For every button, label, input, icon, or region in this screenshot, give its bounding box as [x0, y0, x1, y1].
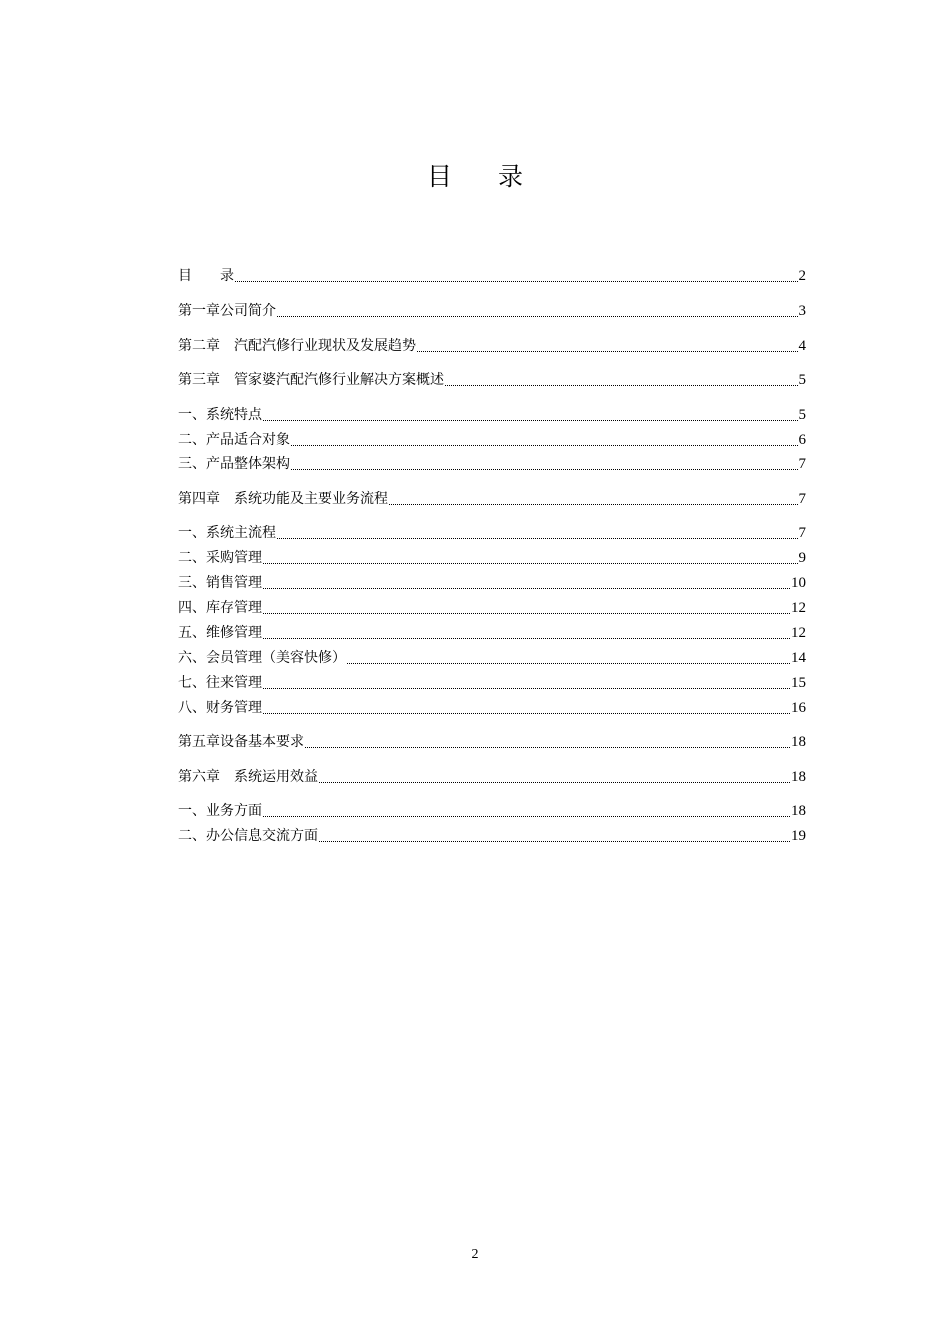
toc-entry-section[interactable]	[178, 671, 806, 693]
toc-entry-section[interactable]	[178, 452, 806, 474]
toc-entry-label: 第二章 汽配汽修行业现状及发展趋势	[178, 338, 416, 354]
toc-entry-page: 7	[798, 456, 806, 472]
toc-entry-page: 19	[791, 828, 806, 844]
title-char-2: 录	[498, 162, 524, 191]
page-title	[0, 160, 950, 194]
title-char-1: 目	[426, 162, 452, 191]
dot-leader	[277, 316, 798, 317]
toc-entry-label: 一、系统特点	[178, 407, 262, 423]
toc-entry-label: 一、系统主流程	[178, 525, 276, 541]
toc-entry-page: 6	[798, 432, 806, 448]
toc-entry-chapter-6[interactable]	[178, 765, 806, 787]
toc-entry-label: 第四章 系统功能及主要业务流程	[178, 491, 388, 507]
dot-leader	[263, 563, 798, 564]
toc-entry-label: 第五章设备基本要求	[178, 734, 304, 750]
toc-entry-section[interactable]	[178, 824, 806, 846]
toc-entry-page: 2	[798, 268, 806, 284]
toc-entry-section[interactable]	[178, 521, 806, 543]
dot-leader	[305, 747, 790, 748]
toc-entry-page: 12	[791, 625, 806, 641]
toc-entry-page: 10	[791, 575, 806, 591]
dot-leader	[445, 385, 798, 386]
toc-entry-page: 5	[798, 372, 806, 388]
toc-entry-page: 15	[791, 675, 806, 691]
dot-leader	[319, 841, 790, 842]
dot-leader	[263, 816, 790, 817]
toc-entry-label: 一、业务方面	[178, 803, 262, 819]
toc-entry-page: 7	[798, 491, 806, 507]
toc-entry-label: 六、会员管理（美容快修）	[178, 650, 346, 666]
dot-leader	[263, 420, 798, 421]
dot-leader	[263, 688, 790, 689]
toc-entry-page: 14	[791, 650, 806, 666]
toc-entry-label: 八、财务管理	[178, 700, 262, 716]
toc-entry-section[interactable]	[178, 546, 806, 568]
dot-leader	[389, 504, 798, 505]
toc-entry-contents[interactable]	[178, 264, 806, 286]
toc-entry-chapter-2[interactable]	[178, 334, 806, 356]
toc-entry-label: 二、产品适合对象	[178, 432, 290, 448]
toc-entry-label: 第六章 系统运用效益	[178, 769, 318, 785]
toc-entry-page: 18	[791, 769, 806, 785]
dot-leader	[291, 445, 798, 446]
toc-entry-page: 9	[798, 550, 806, 566]
dot-leader	[291, 469, 798, 470]
dot-leader	[263, 713, 790, 714]
toc-entry-section[interactable]	[178, 621, 806, 643]
toc-entry-label: 七、往来管理	[178, 675, 262, 691]
toc-entry-label: 三、产品整体架构	[178, 456, 290, 472]
toc-entry-section[interactable]	[178, 403, 806, 425]
toc-entry-page: 16	[791, 700, 806, 716]
toc-entry-section[interactable]	[178, 428, 806, 450]
toc-entry-section[interactable]	[178, 799, 806, 821]
toc-entry-chapter-5[interactable]	[178, 730, 806, 752]
toc-entry-section[interactable]	[178, 571, 806, 593]
toc-entry-label: 目 录	[178, 268, 234, 284]
dot-leader	[277, 538, 798, 539]
dot-leader	[347, 663, 790, 664]
dot-leader	[319, 782, 790, 783]
dot-leader	[263, 638, 790, 639]
toc-entry-label: 第三章 管家婆汽配汽修行业解决方案概述	[178, 372, 444, 388]
toc-entry-label: 五、维修管理	[178, 625, 262, 641]
toc-entry-label: 第一章公司简介	[178, 303, 276, 319]
toc-entry-chapter-1[interactable]	[178, 299, 806, 321]
toc-entry-page: 12	[791, 600, 806, 616]
toc-entry-label: 四、库存管理	[178, 600, 262, 616]
toc-entry-section[interactable]	[178, 646, 806, 668]
toc-entry-chapter-3[interactable]	[178, 368, 806, 390]
toc-entry-page: 18	[791, 803, 806, 819]
toc-entry-page: 18	[791, 734, 806, 750]
toc-entry-page: 5	[798, 407, 806, 423]
dot-leader	[417, 351, 798, 352]
toc-entry-section[interactable]	[178, 596, 806, 618]
toc-entry-chapter-4[interactable]	[178, 487, 806, 509]
page-number: 2	[471, 1247, 479, 1262]
toc-entry-section[interactable]	[178, 696, 806, 718]
dot-leader	[235, 281, 798, 282]
toc-entry-label: 三、销售管理	[178, 575, 262, 591]
toc-entry-page: 4	[798, 338, 806, 354]
toc-entry-label: 二、办公信息交流方面	[178, 828, 318, 844]
dot-leader	[263, 588, 790, 589]
toc-entry-label: 二、采购管理	[178, 550, 262, 566]
toc-entry-page: 3	[798, 303, 806, 319]
dot-leader	[263, 613, 790, 614]
toc-entry-page: 7	[798, 525, 806, 541]
